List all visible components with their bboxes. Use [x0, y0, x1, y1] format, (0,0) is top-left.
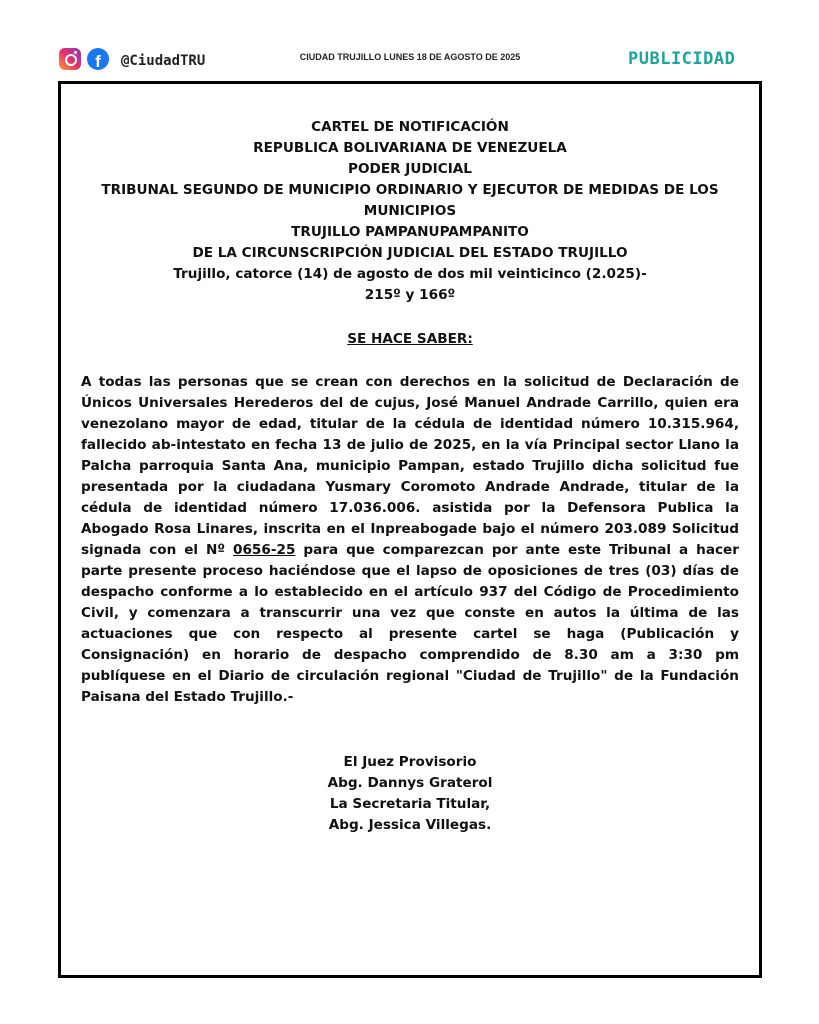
- newspaper-dateline: CIUDAD TRUJILLO LUNES 18 DE AGOSTO DE 2025: [299, 52, 521, 62]
- header-line: REPUBLICA BOLIVARIANA DE VENEZUELA: [253, 140, 567, 156]
- notice-heading: SE HACE SABER:: [347, 331, 473, 347]
- header-line: TRIBUNAL SEGUNDO DE MUNICIPIO ORDINARIO Y EJECUTOR DE MEDIDAS DE LOS MUNICIPIOS: [101, 182, 719, 219]
- header-line: 215º y 166º: [364, 287, 456, 303]
- header-line: CARTEL DE NOTIFICACIÓN: [311, 119, 509, 135]
- instagram-icon-dot: [74, 51, 77, 54]
- section-label: PUBLICIDAD: [628, 49, 736, 69]
- signature-block: [61, 752, 759, 836]
- facebook-icon-glyph: f: [95, 52, 101, 70]
- header-line: DE LA CIRCUNSCRIPCIÓN JUDICIAL DEL ESTADO TRUJILLO: [192, 245, 628, 261]
- social-handle[interactable]: @CiudadTRU: [121, 53, 206, 69]
- social-links: [59, 48, 205, 70]
- request-number: 0656-25: [233, 542, 296, 558]
- notice-header: [81, 117, 739, 306]
- instagram-icon[interactable]: [59, 48, 81, 70]
- signature-line: Abg. Dannys Graterol: [327, 775, 493, 791]
- signature-line: Abg. Jessica Villegas.: [328, 817, 492, 833]
- instagram-icon-lens: [65, 54, 77, 66]
- notice-body: [81, 372, 739, 708]
- header-line: PODER JUDICIAL: [348, 161, 472, 177]
- page-header: [0, 0, 819, 80]
- header-line: TRUJILLO PAMPANUPAMPANITO: [291, 224, 529, 240]
- signature-line: El Juez Provisorio: [343, 754, 477, 770]
- notice-frame: [58, 81, 762, 978]
- notice-body-part2: para que comparezcan por ante este Tribunal a hacer parte presente proceso haciéndose que el lapso de oposiciones de tres (03) días de despacho conforme a lo establecido en el artículo 937 del Código de Procedimiento Civil, y comenzara a transcurrir una vez que conste en autos la última de las actuaciones que con respecto al presente cartel se haga (Publicación y Consignación) en horario de despacho comprendido de 8.30 am a 3:30 pm publíquese en el Diario de circulación regional "Ciudad de Trujillo" de la Fundación Paisana del Estado Trujillo.-: [81, 542, 739, 705]
- facebook-icon[interactable]: [87, 48, 109, 70]
- header-line: Trujillo, catorce (14) de agosto de dos mil veinticinco (2.025)-: [173, 266, 647, 282]
- notice-body-part1: A todas las personas que se crean con derechos en la solicitud de Declaración de Únicos Universales Herederos del de cujus, José Manuel Andrade Carrillo, quien era venezolano mayor de edad, titular de la cédula de identidad número 10.315.964, fallecido ab-intestato en fecha 13 de julio de 2025, en la vía Principal sector Llano la Palcha parroquia Santa Ana, municipio Pampan, estado Trujillo dicha solicitud fue presentada por la ciudadana Yusmary Coromoto Andrade Andrade, titular de la cédula de identidad número 17.036.006. asistida por la Defensora Publica la Abogado Rosa Linares, inscrita en el Inpreabogade bajo el número 203.089 Solicitud signada con el Nº: [81, 374, 739, 558]
- signature-line: La Secretaria Titular,: [329, 796, 491, 812]
